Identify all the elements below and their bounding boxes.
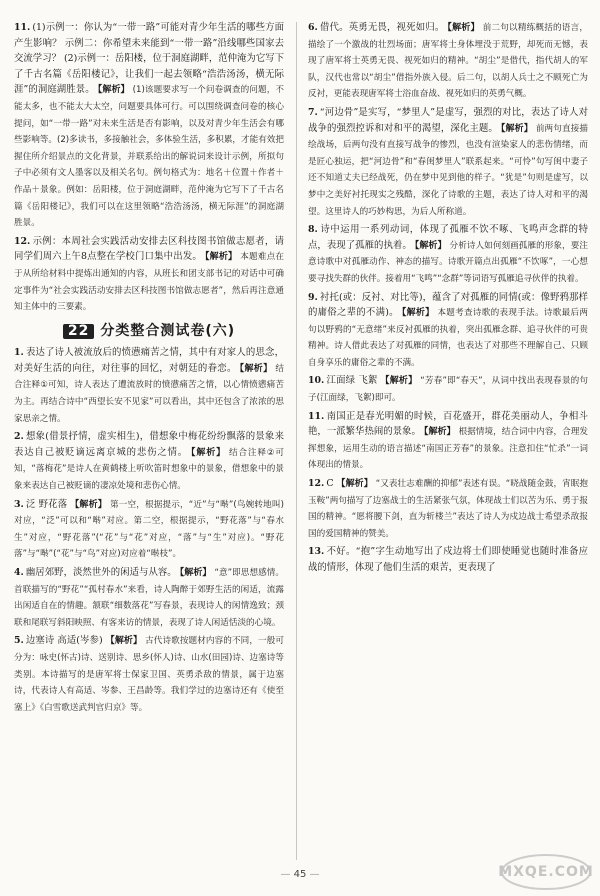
answer-text: 想象(借景抒情，虚实相生)，借想象中梅花纷纷飘落的景象来表达自己被贬谪远离京城的悲伤之情。 (14, 431, 284, 458)
analysis-text: 前二句以精练概括的语言，描绘了一个激战的壮烈场面；唐军将士身体埋没于荒野，却死而无憾，表现了唐军将士英勇无畏、视死如归的精神。“胡尘”是借代，指代胡人的军队，汉代也常以“胡尘”借指外族入侵。后二句，以胡人兵士之不顾死亡为反衬，更能表现唐军将士浴血奋战、视死如归的英勇气概。 (308, 23, 588, 100)
answer-item (14, 565, 284, 631)
answer-text: “河边骨”是实写，“梦里人”是虚写，强烈的对比，表达了诗人对战争的强烈控诉和对和平的渴望，深化主题。 (308, 106, 588, 134)
analysis-text: 古代诗歌按题材内容的不同，一般可分为：咏史(怀古)诗、送别诗、思乡(怀人)诗、山水(田园)诗、边塞诗等类别。本诗描写的是唐军将士保家卫国、英勇杀敌的情景，属于边塞诗，代表诗人有高适、岑参、王昌龄等。我们学过的边塞诗还有《使至塞上》《白雪歌送武判官归京》等。 (14, 636, 284, 713)
answer-item (308, 409, 588, 474)
analysis-tag: 【解析】 (414, 240, 447, 251)
answer-number: 12. (14, 235, 31, 247)
page-number: — 45 — (280, 869, 320, 880)
answer-item (308, 20, 588, 103)
answer-text: 江面绿 飞絮 (326, 375, 378, 387)
analysis-text: 本题考查诗歌的表现手法。诗歌最后两句以野鸦的“无意绪”来反衬孤雁的执着，突出孤雁念群、追寻伙伴的可贵精神。诗人借此表达了对孤雁的同情，也表达了对那些不理解自己、只顾自身享乐的庸俗之辈的不满。 (308, 308, 588, 368)
answer-text: 衬托(或：反衬、对比等)，蕴含了对孤雁的同情(或：像野鸦那样的庸俗之辈的不满)。 (308, 291, 588, 319)
analysis-text: “又表壮志难酬的抑郁”表述有误。“晓战随金鼓，宵眠抱玉鞍”两句描写了边塞战士的生活紧张气氛，体现战士们以苦为乐、勇于报国的精神。“愿将腰下剑，直为斩楼兰”表达了诗人为戍边战士希望杀敌报国的爱国精神的赞美。 (308, 479, 588, 539)
site-watermark (500, 852, 592, 892)
analysis-tag: 【解析】 (239, 363, 273, 374)
answer-number: 1. (14, 347, 24, 359)
analysis-tag: 【解析】 (336, 479, 373, 490)
answer-number: 4. (14, 567, 24, 578)
answer-number: 12. (308, 478, 325, 490)
answer-text: 南国正是春光明媚的时候，百花盛开，群花美丽动人，争相斗艳，一派繁华热闹的景象。 (308, 410, 588, 438)
analysis-tag: 【解析】 (204, 252, 238, 263)
analysis-tag: 【解析】 (500, 123, 533, 134)
answer-item (14, 20, 284, 232)
section-title-text: 分类整合测试卷(六) (100, 322, 236, 339)
answer-text: 幽居郊野，淡然世外的闲适与从容。 (25, 567, 177, 578)
answer-text: 诗中运用一系列动词，体现了孤雁不饮不啄、飞鸣声念群的特点，表现了孤雁的执着。 (308, 224, 588, 251)
analysis-tag: 【解析】 (423, 427, 456, 438)
answer-text: (1)示例一：你认为“一带一路”可能对青少年生活的哪些方面产生影响？ 示例二：你希望未来能到“一带一路”沿线哪些国家去交流学习？ (2)示例一：岳阳楼，位于洞庭湖畔，范仲淹为它写下了千古名篇《岳阳楼记》，让我们一起去领略“浩浩汤汤，横无际涯”的洞庭湖胜景。 (14, 22, 284, 96)
answer-number: 2. (14, 431, 24, 443)
answer-item (14, 429, 284, 494)
answer-text: 泛 野花落 (25, 498, 68, 510)
answer-number: 5. (14, 635, 24, 647)
answer-text: C (326, 478, 334, 490)
answer-item (308, 373, 588, 406)
analysis-tag: 【解析】 (191, 447, 226, 458)
section-number: 22 (63, 324, 94, 340)
analysis-tag: 【解析】 (105, 636, 143, 647)
analysis-text: 本题难点在于从所给材料中提炼出通知的内容，从班长和团支部书记的对话中可确定事件为“社会实践活动安排去区科技图书馆做志愿者”，然后再注意通知主体中的三要素。 (14, 252, 284, 313)
right-column (308, 20, 588, 578)
analysis-tag: 【解析】 (447, 23, 480, 33)
answer-number: 10. (308, 375, 325, 387)
section-title (14, 324, 284, 340)
analysis-text: 第一空，根据提示，“近”与“啭”(鸟婉转地叫)对应，“泛”可以和“啭”对应。第二空，根据提示，“野花落”与“春水生”对应，“野花落”(“花”与“花”对应，“落”与“生”对应)。“野花落”与“啭”(“花”与“鸟”对应)对应着“啭枝”。 (14, 499, 284, 560)
left-column (14, 20, 284, 718)
answer-item (308, 544, 588, 575)
page-number-value: 45 (293, 869, 307, 880)
analysis-text: 根据情境，结合词中内容，合理发挥想象，运用生动的语言描述“南国正芳春”的景象。注意扣住“忙杀”一词体现出的情景。 (308, 427, 588, 471)
analysis-text: 前两句直接描绘战场，后两句没有直接写战争的惨烈，也没有渲染家人的悲伤情绪，而是匠心独运，把“河边骨”和“春闺梦里人”联系起来。“可怜”句写闺中妻子还不知道丈夫已经战死，仍在梦中见到他的样子。“犹是”句则是虚写，以梦中之美好衬托现实之残酷，深化了诗歌的主题，表达了诗人对和平的渴望。这里诗人的巧妙构思，为后人所称道。 (308, 123, 588, 217)
answer-text: 示例：本周社会实践活动安排去区科技图书馆做志愿者，请同学们周六上午8点整在学校门口集中出发。 (14, 235, 284, 263)
answer-text: 借代。英勇无畏，视死如归。 (319, 22, 445, 33)
analysis-tag: 【解析】 (97, 85, 130, 96)
answer-item (14, 234, 284, 316)
answer-number: 3. (14, 498, 24, 510)
analysis-text: 结合注释①可知，诗人表达了遭流放时的愤懑痛苦之情，以心情愤懑痛苦为主。再结合诗中“西望长安不见家”可以看出，其中还包含了浓浓的思家思亲之情。 (14, 363, 284, 424)
column-divider (296, 22, 297, 860)
analysis-text: (1)该题要求写一个问卷调查的问题，不能太多，也不能太大太空，问题要具体可行。可以围绕调查问卷的核心提问，如“一带一路”对未来生活是否有影响，以及对青少年生活会有哪些影响等。(2)多读书，多接触社会，多体验生活，多积累，才能有效把握住所介绍景点的文化背景，并联系给出的解说词来设计示例，所拟句子中必须有文人墨客以及相关名句。例句格式为：地名＋位置＋作者＋作品＋景象。例如：岳阳楼，位于洞庭湖畔，范仲淹为它写下了千古名篇《岳阳楼记》，我们可以在这里领略“浩浩汤汤，横无际涯”的洞庭湖胜景。 (14, 85, 284, 229)
analysis-tag: 【解析】 (380, 376, 418, 387)
answer-number: 11. (308, 410, 325, 422)
analysis-text: 结合注释②可知，“落梅花”是诗人在黄鹤楼上听吹笛时想象中的景象，借想象中的景象来表达自己被贬谪的凄凉处境和悲伤心情。 (14, 447, 284, 492)
analysis-tag: 【解析】 (179, 568, 212, 578)
answer-number: 6. (308, 22, 318, 33)
analysis-tag: 【解析】 (401, 308, 435, 319)
answer-item (308, 290, 588, 372)
answer-item (14, 345, 284, 427)
answer-number: 11. (14, 22, 31, 33)
answer-text: 边塞诗 高适(岑参) (25, 635, 103, 647)
answer-number: 9. (308, 291, 318, 303)
answer-number: 13. (308, 546, 325, 558)
answer-text: 不好。“抱”字生动地写出了戍边将士们即使睡觉也随时准备应战的情形，体现了他们生活的艰苦，更表现了 (308, 546, 588, 573)
analysis-text: “意”即思想感情。首联描写的“野花”“孤村春水”来看，诗人陶醉于郊野生活的闲适，流露出闲适自在的情趣。颔联“细数落花”写春景，表现诗人的闲情逸致；颈联和尾联写斜阳映照、有客来访的情景，表现了诗人闲适恬淡的心境。 (14, 568, 284, 628)
answer-item (308, 105, 588, 220)
analysis-text: “芳春”即“春天”，从词中找出表现春景的句子(江面绿，飞絮)即可。 (308, 376, 588, 404)
answer-text: 表达了诗人被流放后的愤懑痛苦之情，其中有对家人的思念，对美好生活的向往，对往事的回忆，对朝廷的眷恋。 (14, 347, 284, 374)
answer-item (14, 633, 284, 716)
watermark-text: MXQE.COM (498, 864, 594, 880)
answer-item (308, 222, 588, 287)
analysis-text: 分析诗人如何刻画孤雁的形象，要注意诗歌中对孤雁动作、神态的描写。诗歌开篇点出孤雁“不饮啄”，一心想要寻找失群的伙伴。接着用“飞鸣”“念群”等词语写孤雁追寻伙伴的执着。 (308, 240, 588, 284)
answer-item (308, 476, 588, 542)
analysis-tag: 【解析】 (70, 499, 107, 510)
answer-number: 8. (308, 224, 318, 236)
answer-number: 7. (308, 106, 318, 118)
answer-item (14, 497, 284, 563)
